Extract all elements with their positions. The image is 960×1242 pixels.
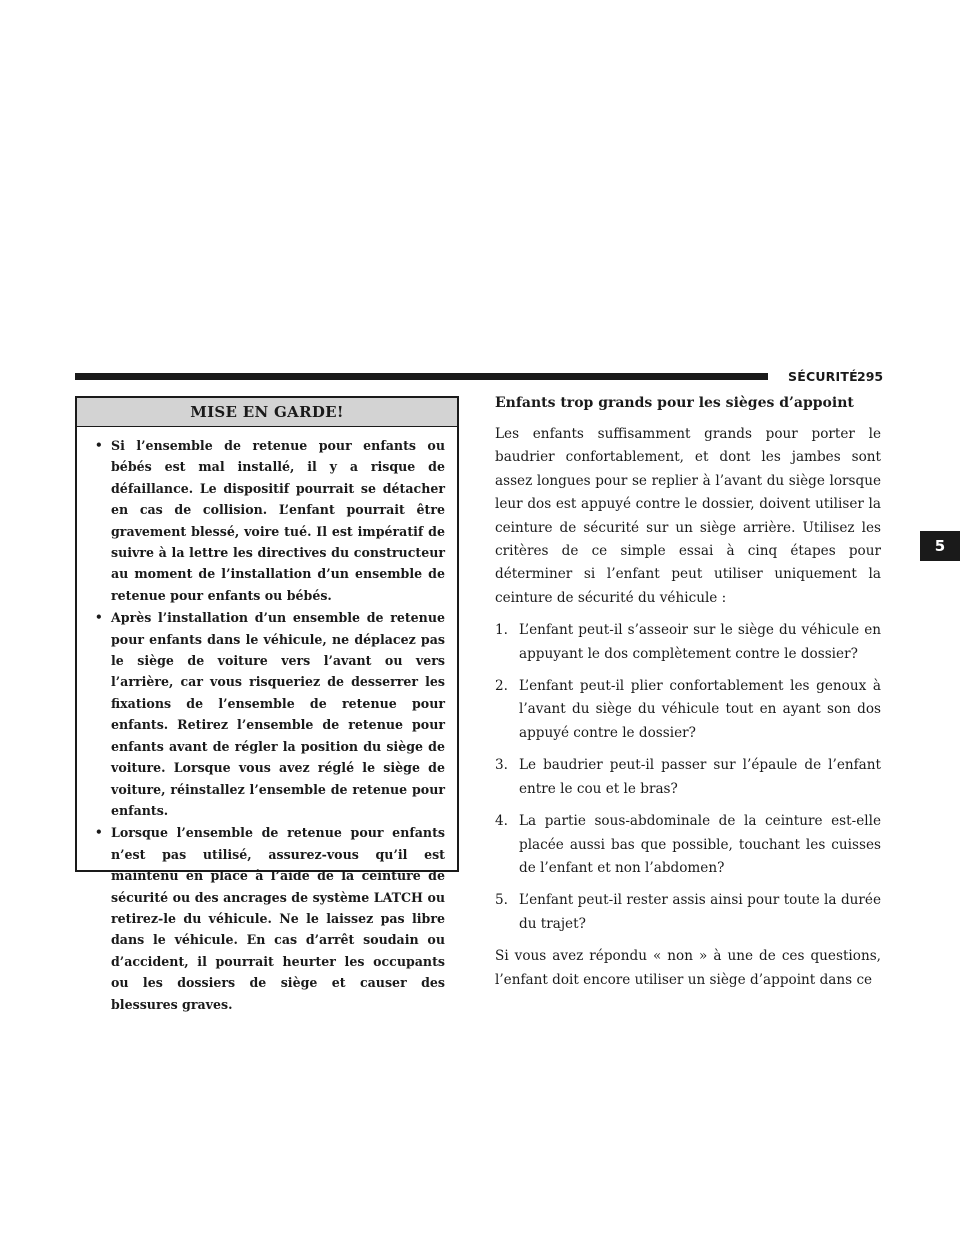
- warning-item: [95, 822, 445, 1015]
- page-number: 295: [857, 369, 884, 384]
- step-text: La partie sous-abdominale de la ceinture est-elle placée aussi bas que possible, touchant les cuisses de l’enfant et non l’abdomen?: [519, 813, 881, 876]
- warning-item: [95, 435, 445, 606]
- step-number: 3.: [495, 757, 508, 774]
- warning-title: MISE EN GARDE!: [77, 398, 457, 427]
- warning-item-text: Lorsque l’ensemble de retenue pour enfants n’est pas utilisé, assurez-vous qu’il est maintenu en place à l’aide de la ceinture de sécurité ou des ancrages de système LATCH ou retirez-le du véhicule. Ne le laissez pas libre dans le véhicule. En cas d’arrêt soudain ou d’accident, il pourrait heurter les occupants ou les dossiers de siège et causer des blessures graves.: [111, 825, 445, 1012]
- warning-box: [75, 396, 459, 1012]
- step-item: [495, 889, 881, 936]
- step-text: Le baudrier peut-il passer sur l’épaule de l’enfant entre le cou et le bras?: [519, 757, 881, 797]
- bullet-icon: •: [95, 610, 103, 625]
- warning-item: [95, 607, 445, 821]
- warning-item-text: Après l’installation d’un ensemble de retenue pour enfants dans le véhicule, ne déplacez pas le siège de voiture vers l’avant ou vers l’arrière, car vous risqueriez de desserrer les fixations de l’ensemble de retenue pour enfants. Retirez l’ensemble de retenue pour enfants avant de régler la position du siège de voiture. Lorsque vous avez réglé le siège de voiture, réinstallez l’ensemble de retenue pour enfants.: [111, 610, 445, 818]
- header-rule: [75, 373, 768, 380]
- warning-list: [77, 427, 457, 1015]
- running-header-section: SÉCURITÉ: [788, 369, 858, 384]
- chapter-tab: 5: [920, 531, 960, 561]
- main-column: [495, 393, 881, 1001]
- closing-paragraph: Si vous avez répondu « non » à une de ces questions, l’enfant doit encore utiliser un siège d’appoint dans ce: [495, 948, 881, 988]
- intro-paragraph: Les enfants suffisamment grands pour porter le baudrier confortablement, et dont les jambes sont assez longues pour se replier à l’avant du siège lorsque leur dos est appuyé contre le dossier, doivent utiliser la ceinture de sécurité sur un siège arrière. Utilisez les critères de ce simple essai à cinq étapes pour déterminer si l’enfant peut utiliser uniquement la ceinture de sécurité du véhicule :: [495, 426, 881, 606]
- step-text: L’enfant peut-il plier confortablement les genoux à l’avant du siège du véhicule tout en ayant son dos appuyé contre le dossier?: [519, 678, 881, 741]
- step-number: 4.: [495, 813, 508, 830]
- bullet-icon: •: [95, 825, 103, 840]
- step-item: [495, 619, 881, 666]
- section-heading: Enfants trop grands pour les sièges d’appoint: [495, 395, 854, 411]
- step-number: 2.: [495, 678, 508, 695]
- step-item: [495, 675, 881, 745]
- bullet-icon: •: [95, 438, 103, 452]
- step-number: 5.: [495, 892, 508, 909]
- step-text: L’enfant peut-il rester assis ainsi pour toute la durée du trajet?: [519, 892, 881, 932]
- step-text: L’enfant peut-il s’asseoir sur le siège du véhicule en appuyant le dos complètement contre le dossier?: [519, 622, 881, 662]
- steps-list: [495, 619, 881, 936]
- step-item: [495, 810, 881, 880]
- warning-item-text: Si l’ensemble de retenue pour enfants ou bébés est mal installé, il y a risque de défaillance. Le dispositif pourrait se détacher en cas de collision. L’enfant pourrait être gravement blessé, voire tué. Il est impératif de suivre à la lettre les directives du constructeur au moment de l’installation d’un ensemble de retenue pour enfants ou bébés.: [111, 438, 445, 603]
- step-number: 1.: [495, 622, 508, 639]
- step-item: [495, 754, 881, 801]
